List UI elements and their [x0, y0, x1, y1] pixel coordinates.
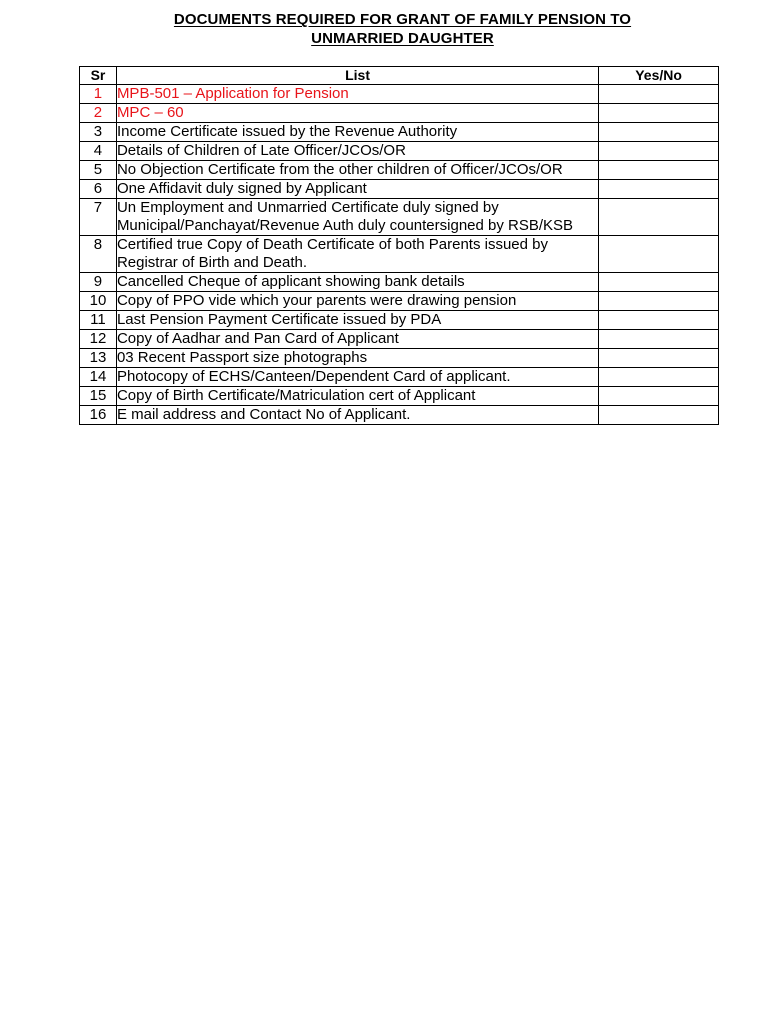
row-yes-no-cell[interactable]: [599, 330, 719, 349]
table-row: [80, 236, 719, 273]
row-sr-number: 10: [80, 292, 117, 311]
table-row: [80, 161, 719, 180]
table-row: [80, 311, 719, 330]
row-sr-number: 4: [80, 142, 117, 161]
row-sr-number: 15: [80, 387, 117, 406]
table-row: [80, 199, 719, 236]
row-sr-number: 5: [80, 161, 117, 180]
row-sr-number: 1: [80, 85, 117, 104]
row-yes-no-cell[interactable]: [599, 387, 719, 406]
row-sr-number: 7: [80, 199, 117, 236]
table-row: [80, 349, 719, 368]
table-row: [80, 142, 719, 161]
row-sr-number: 8: [80, 236, 117, 273]
row-document-item: Certified true Copy of Death Certificate of both Parents issued by Registrar of Birth and Death.: [116, 236, 598, 273]
row-yes-no-cell[interactable]: [599, 406, 719, 425]
row-sr-number: 6: [80, 180, 117, 199]
row-yes-no-cell[interactable]: [599, 292, 719, 311]
row-document-item: Un Employment and Unmarried Certificate duly signed by Municipal/Panchayat/Revenue Auth duly countersigned by RSB/KSB: [116, 199, 598, 236]
table-row: [80, 368, 719, 387]
table-row: [80, 273, 719, 292]
row-document-item: Copy of Aadhar and Pan Card of Applicant: [116, 330, 598, 349]
document-title-line-2: UNMARRIED DAUGHTER: [311, 29, 494, 47]
header-yes-no: Yes/No: [599, 67, 719, 85]
documents-checklist-table: [79, 66, 719, 425]
row-document-item: MPC – 60: [116, 104, 598, 123]
document-title: [0, 11, 768, 48]
row-yes-no-cell[interactable]: [599, 180, 719, 199]
row-document-item: Cancelled Cheque of applicant showing bank details: [116, 273, 598, 292]
row-document-item: Income Certificate issued by the Revenue Authority: [116, 123, 598, 142]
row-document-item: No Objection Certificate from the other children of Officer/JCOs/OR: [116, 161, 598, 180]
row-document-item: Last Pension Payment Certificate issued by PDA: [116, 311, 598, 330]
row-document-item: Photocopy of ECHS/Canteen/Dependent Card of applicant.: [116, 368, 598, 387]
header-list: List: [116, 67, 598, 85]
row-yes-no-cell[interactable]: [599, 273, 719, 292]
table-row: [80, 330, 719, 349]
table-row: [80, 104, 719, 123]
row-document-item: 03 Recent Passport size photographs: [116, 349, 598, 368]
table-row: [80, 406, 719, 425]
row-yes-no-cell[interactable]: [599, 85, 719, 104]
table-row: [80, 180, 719, 199]
row-yes-no-cell[interactable]: [599, 368, 719, 387]
row-document-item: Copy of Birth Certificate/Matriculation cert of Applicant: [116, 387, 598, 406]
table-row: [80, 292, 719, 311]
row-sr-number: 12: [80, 330, 117, 349]
header-sr: Sr: [80, 67, 117, 85]
row-document-item: Details of Children of Late Officer/JCOs/OR: [116, 142, 598, 161]
row-sr-number: 16: [80, 406, 117, 425]
row-document-item: One Affidavit duly signed by Applicant: [116, 180, 598, 199]
table-row: [80, 123, 719, 142]
row-yes-no-cell[interactable]: [599, 311, 719, 330]
row-sr-number: 11: [80, 311, 117, 330]
row-document-item: E mail address and Contact No of Applicant.: [116, 406, 598, 425]
table-body: [80, 85, 719, 425]
row-yes-no-cell[interactable]: [599, 142, 719, 161]
row-yes-no-cell[interactable]: [599, 199, 719, 236]
table-header-row: [80, 67, 719, 85]
row-sr-number: 9: [80, 273, 117, 292]
table-row: [80, 387, 719, 406]
row-sr-number: 2: [80, 104, 117, 123]
row-sr-number: 13: [80, 349, 117, 368]
row-yes-no-cell[interactable]: [599, 349, 719, 368]
row-yes-no-cell[interactable]: [599, 236, 719, 273]
row-document-item: MPB-501 – Application for Pension: [116, 85, 598, 104]
row-sr-number: 14: [80, 368, 117, 387]
document-title-line-1: DOCUMENTS REQUIRED FOR GRANT OF FAMILY PENSION TO: [173, 11, 632, 28]
row-yes-no-cell[interactable]: [599, 161, 719, 180]
row-document-item: Copy of PPO vide which your parents were drawing pension: [116, 292, 598, 311]
row-yes-no-cell[interactable]: [599, 123, 719, 142]
row-yes-no-cell[interactable]: [599, 104, 719, 123]
row-sr-number: 3: [80, 123, 117, 142]
table-row: [80, 85, 719, 104]
